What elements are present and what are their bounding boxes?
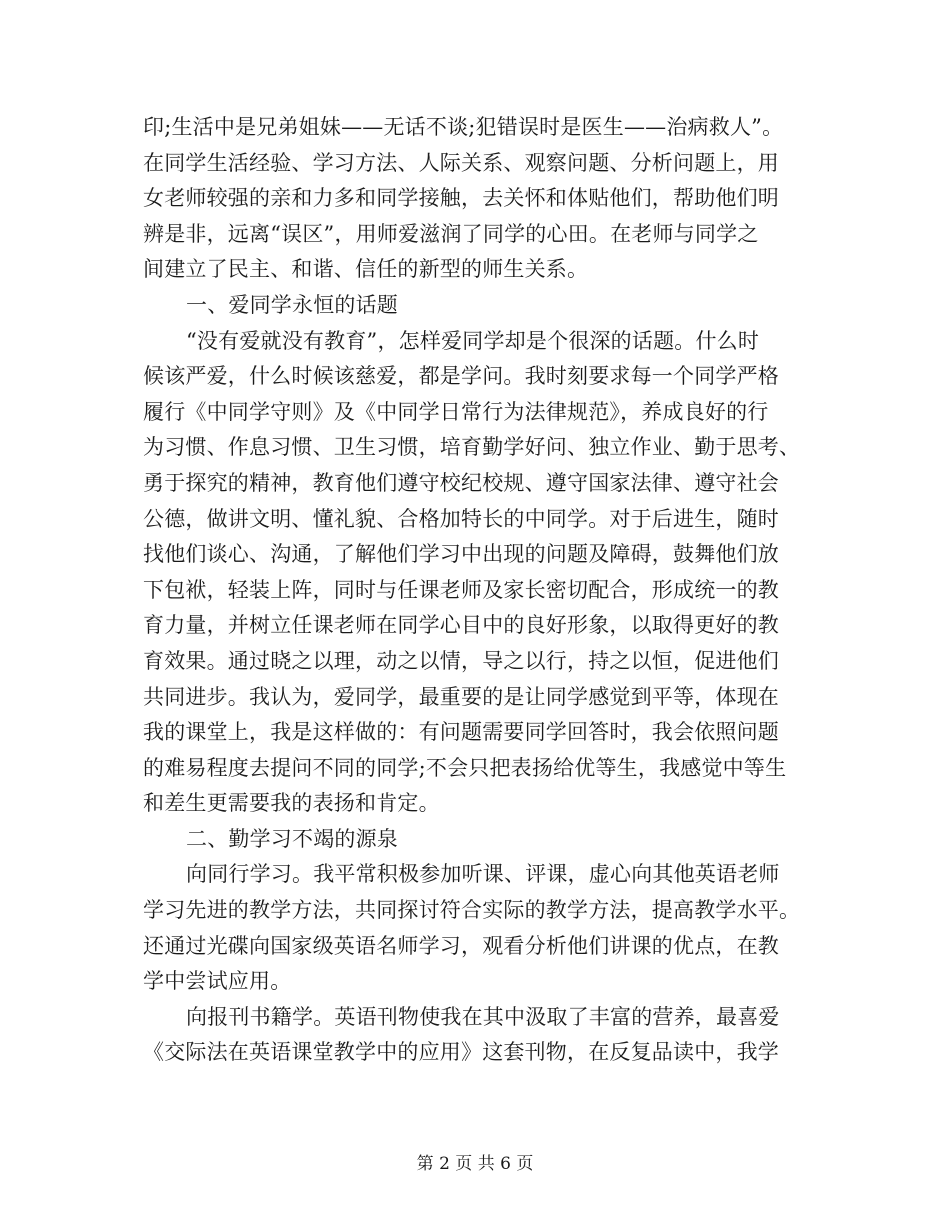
text-line: 找他们谈心、沟通，了解他们学习中出现的问题及障碍，鼓舞他们放 (143, 542, 779, 567)
text-line: 共同进步。我认为，爱同学，最重要的是让同学感觉到平等，体现在 (143, 684, 779, 709)
text-line: 和差生更需要我的表扬和肯定。 (143, 791, 440, 816)
text-line: 女老师较强的亲和力多和同学接触，去关怀和体贴他们，帮助他们明 (143, 186, 779, 211)
text-line: 《交际法在英语课堂教学中的应用》这套刊物，在反复品读中，我学 (143, 1040, 779, 1065)
text-line: 学中尝试应用。 (143, 969, 292, 994)
paragraph-start-line: 向同行学习。我平常积极参加听课、评课，虚心向其他英语老师 (186, 862, 780, 887)
text-line: 学习先进的教学方法，共同探讨符合实际的教学方法，提高教学水平。 (143, 898, 801, 923)
text-line: 的难易程度去提问不同的同学;不会只把表扬给优等生，我感觉中等生 (143, 755, 787, 780)
section-heading: 一、爱同学永恒的话题 (186, 292, 398, 317)
page-number-footer: 第 2 页 共 6 页 (416, 1154, 534, 1174)
text-line: 为习惯、作息习惯、卫生习惯，培育勤学好问、独立作业、勤于思考、 (143, 435, 801, 460)
text-line: 勇于探究的精神，教育他们遵守校纪校规、遵守国家法律、遵守社会 (143, 470, 779, 495)
text-line: 印;生活中是兄弟姐妹——无话不谈;犯错误时是医生——治病救人”。 (143, 115, 784, 139)
text-line: 履行《中同学守则》及《中同学日常行为法律规范》，养成良好的行 (143, 399, 769, 424)
text-line: 间建立了民主、和谐、信任的新型的师生关系。 (143, 257, 589, 282)
text-line: 我的课堂上，我是这样做的：有问题需要同学回答时，我会依照问题 (143, 720, 779, 745)
text-line: 候该严爱，什么时候该慈爱，都是学问。我时刻要求每一个同学严格 (143, 364, 779, 389)
text-line: 下包袱，轻装上阵，同时与任课老师及家长密切配合，形成统一的教 (143, 577, 779, 602)
document-body (143, 110, 813, 1071)
section-heading: 二、勤学习不竭的源泉 (186, 826, 398, 851)
text-line: 育力量，并树立任课老师在同学心目中的良好形象，以取得更好的教 (143, 613, 779, 638)
paragraph-start-line: 向报刊书籍学。英语刊物使我在其中汲取了丰富的营养，最喜爱 (186, 1004, 780, 1029)
paragraph-start-line: “没有爱就没有教育”，怎样爱同学却是个很深的话题。什么时 (186, 328, 760, 353)
text-line: 公德，做讲文明、懂礼貌、合格加特长的中同学。对于后进生，随时 (143, 506, 779, 531)
text-line: 辨是非，远离“误区”，用师爱滋润了同学的心田。在老师与同学之 (143, 221, 759, 246)
text-line: 还通过光碟向国家级英语名师学习，观看分析他们讲课的优点，在教 (143, 933, 779, 958)
text-line: 在同学生活经验、学习方法、人际关系、观察问题、分析问题上，用 (143, 150, 779, 175)
text-line: 育效果。通过晓之以理，动之以情，导之以行，持之以恒，促进他们 (143, 648, 779, 673)
